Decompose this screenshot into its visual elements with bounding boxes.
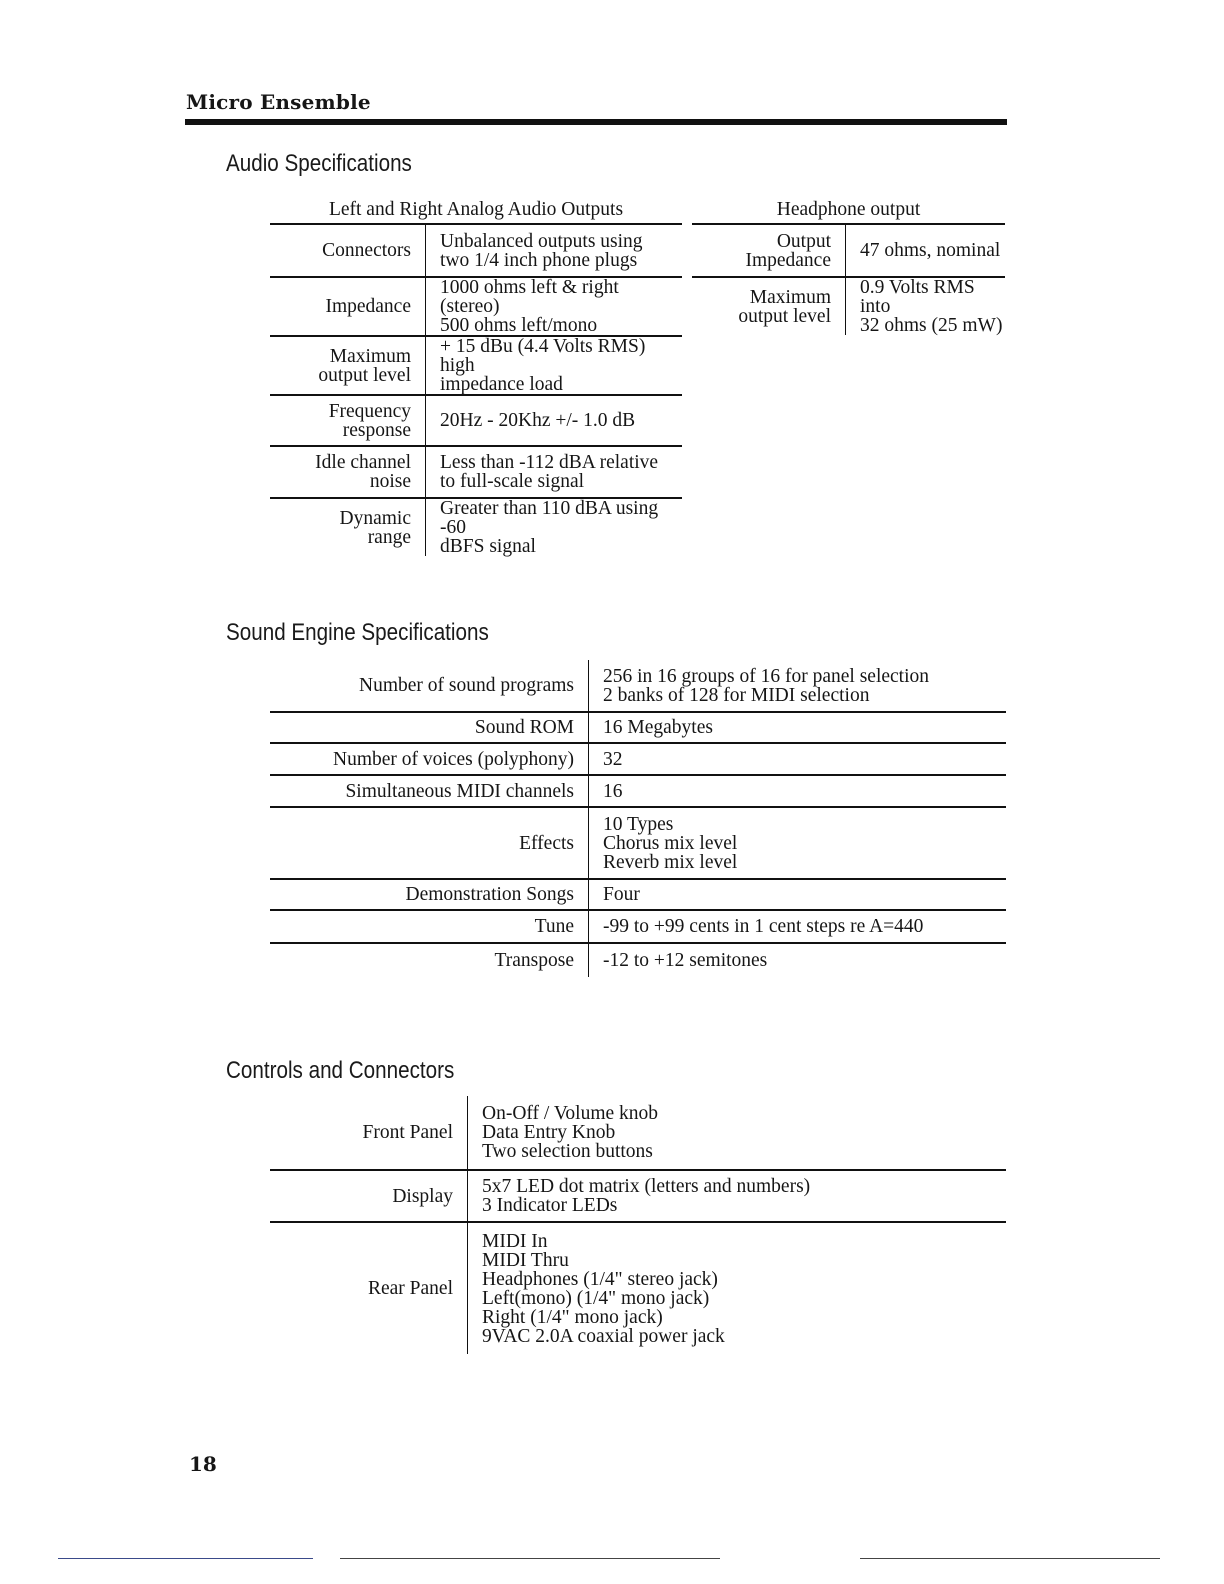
spec-label-line: Impedance: [325, 296, 411, 317]
spec-value: [589, 807, 1007, 879]
outputs-table: [270, 225, 682, 556]
spec-value: [468, 1096, 1007, 1170]
spec-label: [270, 910, 589, 943]
spec-label-line: Connectors: [322, 240, 411, 261]
spec-value: [846, 225, 1006, 277]
spec-label: [270, 395, 426, 446]
spec-value-line: Less than -112 dBA relative: [440, 452, 659, 473]
spec-table: [692, 225, 1005, 335]
spec-value-line: 10 Types: [603, 813, 674, 835]
spec-value-line: Four: [603, 884, 640, 905]
spec-value-line: 16: [603, 780, 623, 802]
spec-value-line: 32: [603, 748, 623, 770]
spec-value-line: two 1/4 inch phone plugs: [440, 249, 638, 271]
spec-value-line: 32 ohms (25 mW): [860, 315, 1003, 336]
spec-value-line: 500 ohms left/mono: [440, 315, 598, 336]
audio-specs-title: Audio Specifications: [226, 150, 412, 177]
spec-value-line: 9VAC 2.0A coaxial power jack: [482, 1325, 725, 1347]
footer-rule-left: [58, 1558, 313, 1559]
spec-label: [270, 498, 426, 556]
spec-label-line: response: [342, 419, 411, 441]
spec-value: [426, 446, 683, 498]
spec-label: [270, 743, 589, 775]
spec-value-line: Greater than 110 dBA using -60: [440, 498, 659, 538]
outputs-caption: Left and Right Analog Audio Outputs: [328, 199, 624, 220]
spec-label: [270, 712, 589, 743]
footer-rule-right: [860, 1558, 1160, 1559]
spec-row: [270, 498, 682, 556]
spec-value-line: Two selection buttons: [482, 1141, 653, 1162]
spec-value-line: 16 Megabytes: [603, 717, 713, 738]
spec-value: [426, 225, 683, 277]
spec-value: [846, 277, 1006, 335]
spec-table: [270, 225, 682, 556]
spec-value-line: -99 to +99 cents in 1 cent steps re A=440: [603, 916, 924, 937]
spec-value-line: 0.9 Volts RMS into: [860, 277, 975, 317]
spec-label-line: Rear Panel: [367, 1278, 453, 1299]
headphone-caption: Headphone output: [776, 199, 921, 220]
spec-value-line: MIDI In: [482, 1230, 548, 1252]
spec-row: [270, 225, 682, 277]
spec-value-line: impedance load: [440, 374, 563, 395]
spec-label-line: Output: [776, 230, 831, 252]
spec-value-line: Reverb mix level: [603, 851, 738, 873]
spec-label: [692, 225, 846, 277]
spec-row: [270, 1096, 1006, 1170]
spec-label: [270, 1170, 468, 1222]
spec-row: [270, 336, 682, 395]
spec-row: [270, 712, 1006, 743]
spec-value-line: 20Hz - 20Khz +/- 1.0 dB: [440, 410, 636, 431]
controls-table: [270, 1096, 1006, 1354]
spec-label-line: Front Panel: [362, 1122, 453, 1143]
spec-row: [270, 910, 1006, 943]
spec-value-line: Unbalanced outputs using: [440, 230, 643, 252]
headphone-table: [692, 225, 1005, 335]
spec-label-line: Effects: [519, 832, 574, 854]
spec-row: [270, 943, 1006, 977]
spec-label: [270, 277, 426, 336]
spec-value: [426, 277, 683, 336]
spec-value-line: Right (1/4" mono jack): [482, 1306, 663, 1328]
spec-label-line: Tune: [534, 916, 574, 937]
spec-value-line: Headphones (1/4" stereo jack): [482, 1268, 718, 1290]
spec-label: [270, 775, 589, 807]
spec-label-line: Maximum: [329, 345, 411, 367]
spec-label: [692, 277, 846, 335]
spec-label: [270, 807, 589, 879]
page-number: 18: [189, 1452, 217, 1476]
spec-value-line: dBFS signal: [440, 536, 536, 557]
controls-title: Controls and Connectors: [226, 1057, 455, 1084]
spec-value-line: Chorus mix level: [603, 832, 738, 854]
spec-label: [270, 1222, 468, 1354]
spec-value-line: 3 Indicator LEDs: [482, 1195, 618, 1216]
spec-label: [270, 336, 426, 395]
spec-table: [270, 1096, 1006, 1354]
spec-value-line: 2 banks of 128 for MIDI selection: [603, 684, 870, 706]
spec-row: [270, 879, 1006, 910]
spec-label-line: Demonstration Songs: [405, 884, 574, 905]
spec-value-line: 256 in 16 groups of 16 for panel selection: [603, 665, 930, 687]
spec-label-line: range: [367, 526, 411, 548]
spec-label-line: output level: [738, 305, 831, 327]
spec-row: [270, 1222, 1006, 1354]
spec-value-line: Data Entry Knob: [482, 1122, 616, 1143]
spec-label: [270, 446, 426, 498]
spec-value: [589, 910, 1007, 943]
spec-value: [589, 712, 1007, 743]
spec-value-line: Left(mono) (1/4" mono jack): [482, 1287, 710, 1309]
spec-value-line: 47 ohms, nominal: [860, 240, 1001, 261]
spec-value-line: 1000 ohms left & right (stereo): [440, 277, 619, 317]
spec-label-line: Number of voices (polyphony): [333, 748, 574, 770]
spec-value-line: MIDI Thru: [482, 1249, 569, 1271]
spec-label: [270, 943, 589, 977]
spec-row: [692, 225, 1005, 277]
header-rule: [185, 119, 1007, 125]
spec-label-line: Frequency: [328, 400, 411, 422]
spec-label-line: Display: [392, 1185, 453, 1207]
spec-label: [270, 879, 589, 910]
spec-label-line: Maximum: [749, 286, 831, 308]
spec-label: [270, 660, 589, 712]
spec-label-line: Simultaneous MIDI channels: [345, 780, 574, 802]
spec-value-line: -12 to +12 semitones: [603, 950, 768, 971]
spec-value: [426, 336, 683, 395]
spec-label-line: Impedance: [745, 249, 831, 271]
spec-row: [692, 277, 1005, 335]
spec-row: [270, 277, 682, 336]
spec-value-line: On-Off / Volume knob: [482, 1103, 659, 1124]
spec-value-line: + 15 dBu (4.4 Volts RMS) high: [440, 336, 646, 376]
sound-engine-table: [270, 660, 1006, 977]
footer-rule-mid: [340, 1558, 720, 1559]
spec-label-line: Transpose: [494, 950, 574, 971]
spec-label-line: Number of sound programs: [358, 675, 574, 696]
spec-value-line: to full-scale signal: [440, 471, 585, 492]
spec-value: [426, 498, 683, 556]
spec-row: [270, 743, 1006, 775]
running-header: Micro Ensemble: [186, 90, 371, 114]
spec-value: [468, 1222, 1007, 1354]
spec-value: [589, 743, 1007, 775]
sound-engine-title: Sound Engine Specifications: [226, 619, 489, 646]
spec-value: [468, 1170, 1007, 1222]
spec-value: [589, 775, 1007, 807]
spec-value: [426, 395, 683, 446]
spec-row: [270, 446, 682, 498]
spec-row: [270, 660, 1006, 712]
spec-label-line: noise: [369, 471, 411, 492]
spec-label-line: output level: [318, 364, 411, 386]
spec-value: [589, 943, 1007, 977]
spec-row: [270, 1170, 1006, 1222]
spec-value-line: 5x7 LED dot matrix (letters and numbers): [482, 1176, 811, 1197]
spec-label-line: Idle channel: [315, 452, 411, 473]
spec-row: [270, 807, 1006, 879]
spec-table: [270, 660, 1006, 977]
spec-value: [589, 660, 1007, 712]
spec-row: [270, 395, 682, 446]
spec-value: [589, 879, 1007, 910]
spec-row: [270, 775, 1006, 807]
spec-label-line: Sound ROM: [474, 717, 574, 738]
spec-label: [270, 225, 426, 277]
spec-label-line: Dynamic: [339, 507, 411, 529]
spec-label: [270, 1096, 468, 1170]
